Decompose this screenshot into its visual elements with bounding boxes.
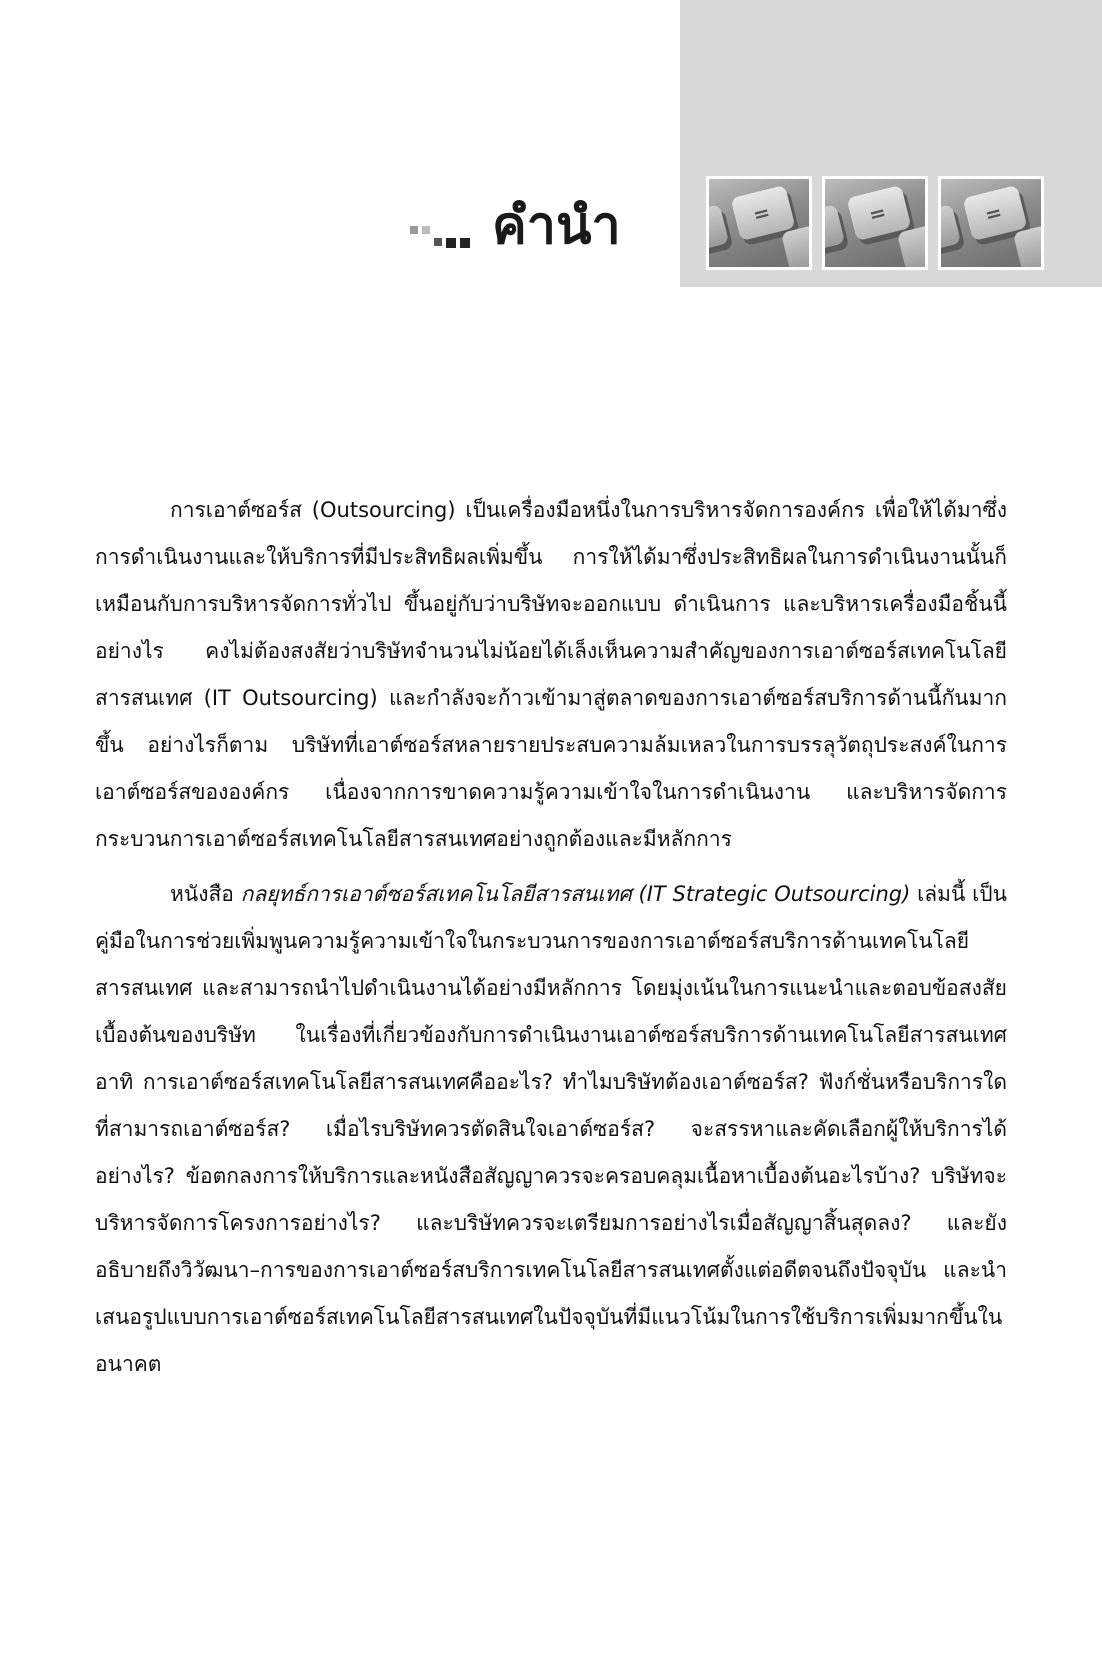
keyboard-key-icon: = — [706, 176, 812, 270]
page-title: คำนำ — [492, 196, 621, 256]
keyboard-key-icon: = — [938, 176, 1044, 270]
paragraph-2-rest: เล่มนี้ เป็นคู่มือในการช่วยเพิ่มพูนความรู้ความเข้าใจในกระบวนการของการเอาต์ซอร์สบริการด้านเทคโนโลยีสารสนเทศ และสามารถนำไปดำเนินงานได้อย่างมีหลักการ โดยมุ่งเน้นในการแนะนำและตอบข้อสงสัยเบื้องต้นของบริษัท ในเรื่องที่เกี่ยวข้องกับการดำเนินงานเอาต์ซอร์สบริการด้านเทคโนโลยีสารสนเทศ อาทิ การเอาต์ซอร์สเทคโนโลยีสารสนเทศคืออะไร? ทำไมบริษัทต้องเอาต์ซอร์ส? ฟังก์ชั่นหรือบริการใดที่สามารถเอาต์ซอร์ส? เมื่อไรบริษัทควรตัดสินใจเอาต์ซอร์ส? จะสรรหาและคัดเลือกผู้ให้บริการได้อย่างไร? ข้อตกลงการให้บริการและหนังสือสัญญาควรจะครอบคลุมเนื้อหาเบื้องต้นอะไรบ้าง? บริษัทจะบริหารจัดการโครงการอย่างไร? และบริษัทควรจะเตรียมการอย่างไรเมื่อสัญญาสิ้นสุดลง? และยังอธิบายถึงวิวัฒนา–การของการเอาต์ซอร์สบริการเทคโนโลยีสารสนเทศตั้งแต่อดีตจนถึงปัจจุบัน และนำเสนอรูปแบบการเอาต์ซอร์สเทคโนโลยีสารสนเทศในปัจจุบันที่มีแนวโน้มในการใช้บริการเพิ่มมากขึ้นในอนาคต — [95, 882, 1007, 1376]
dots-icon — [410, 226, 474, 248]
book-title: กลยุทธ์การเอาต์ซอร์สเทคโนโลยีสารสนเทศ (IT Strategic Outsourcing) — [240, 882, 911, 906]
paragraph-2 — [95, 871, 1007, 1388]
title-area — [410, 196, 621, 256]
keyboard-key-icon: = — [822, 176, 928, 270]
paragraph-1: การเอาต์ซอร์ส (Outsourcing) เป็นเครื่องมือหนึ่งในการบริหารจัดการองค์กร เพื่อให้ได้มาซึ่งการดำเนินงานและให้บริการที่มีประสิทธิผลเพิ่มขึ้น การให้ได้มาซึ่งประสิทธิผลในการดำเนินงานนั้นก็เหมือนกับการบริหารจัดการทั่วไป ขึ้นอยู่กับว่าบริษัทจะออกแบบ ดำเนินการ และบริหารเครื่องมือชิ้นนี้อย่างไร คงไม่ต้องสงสัยว่าบริษัทจำนวนไม่น้อยได้เล็งเห็นความสำคัญของการเอาต์ซอร์สเทคโนโลยีสารสนเทศ (IT Outsourcing) และกำลังจะก้าวเข้ามาสู่ตลาดของการเอาต์ซอร์สบริการด้านนี้กันมากขึ้น อย่างไรก็ตาม บริษัทที่เอาต์ซอร์สหลายรายประสบความล้มเหลวในการบรรลุวัตถุประสงค์ในการเอาต์ซอร์สขององค์กร เนื่องจากการขาดความรู้ความเข้าใจในการดำเนินงาน และบริหารจัดการกระบวนการเอาต์ซอร์สเทคโนโลยีสารสนเทศอย่างถูกต้องและมีหลักการ — [95, 498, 1007, 851]
paragraph-2-prefix: หนังสือ — [170, 882, 241, 906]
keyboard-key-images — [706, 176, 1044, 270]
body-text — [95, 487, 1007, 1396]
